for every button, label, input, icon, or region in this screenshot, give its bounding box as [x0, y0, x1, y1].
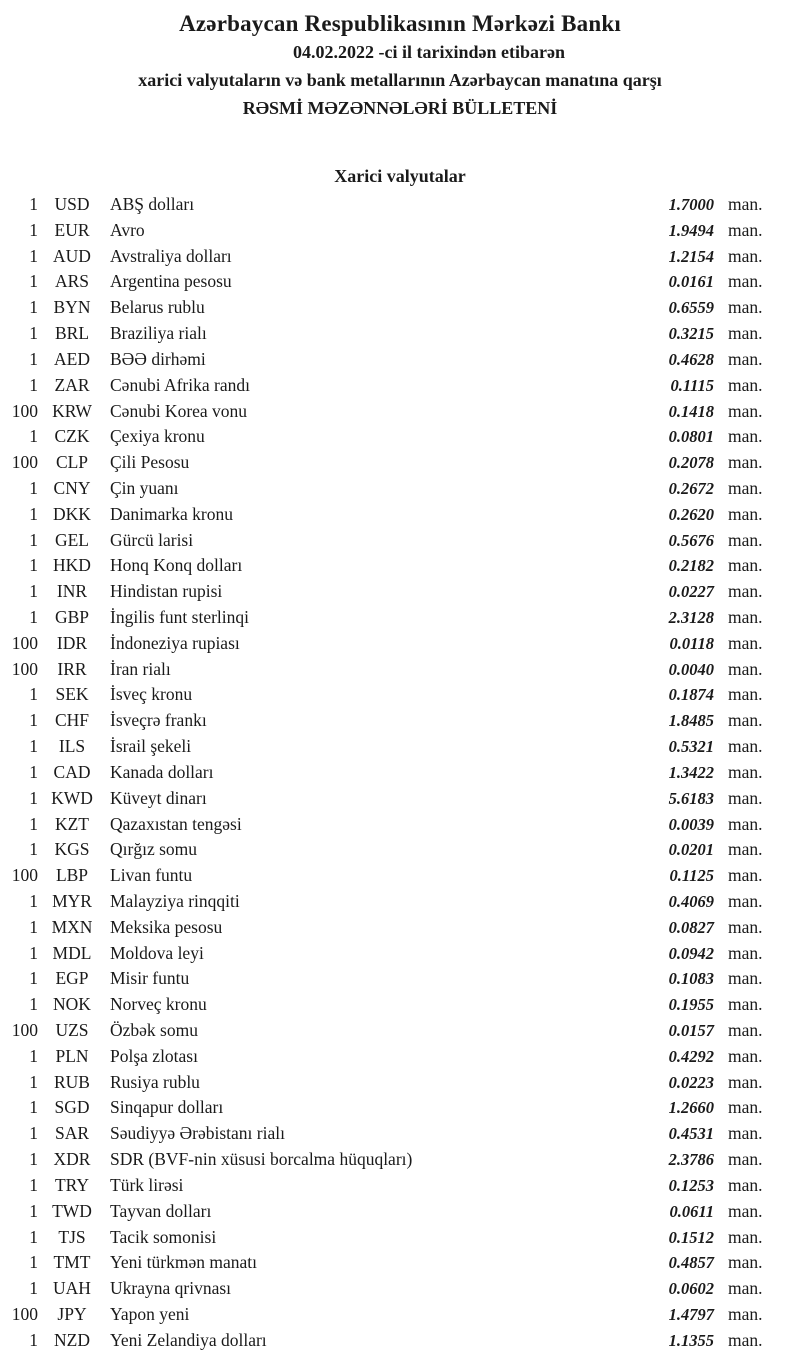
effective-date-line: 04.02.2022 -ci il tarixindən etibarən — [293, 42, 565, 62]
currency-name: Danimarka kronu — [110, 503, 233, 524]
rate-value: 0.4292 — [668, 1046, 714, 1066]
currency-code: KWD — [51, 787, 93, 808]
quantity-cell: 1 — [29, 477, 38, 498]
unit-label: man. — [728, 477, 763, 498]
unit-label: man. — [728, 1200, 763, 1221]
table-row — [0, 1225, 800, 1251]
rate-value: 0.0227 — [668, 582, 714, 602]
quantity-cell: 1 — [29, 813, 38, 834]
quantity-cell: 1 — [29, 581, 38, 602]
table-row — [0, 889, 800, 915]
currency-code: NOK — [53, 994, 91, 1015]
quantity-cell: 1 — [29, 607, 38, 627]
currency-code: KZT — [54, 813, 90, 834]
rate-value: 1.3422 — [668, 762, 714, 782]
unit-label: man. — [728, 1329, 763, 1350]
rate-value: 0.0201 — [668, 840, 714, 860]
unit-label: man. — [728, 916, 763, 937]
rate-value: 0.2078 — [668, 453, 714, 473]
unit-label: man. — [728, 942, 763, 963]
table-row — [0, 269, 800, 295]
rate-value: 1.7000 — [668, 195, 714, 214]
currency-name: İngilis funt sterlinqi — [110, 607, 250, 627]
rate-value: 1.2154 — [668, 246, 714, 266]
currency-code: AUD — [53, 245, 91, 266]
unit-label: man. — [728, 529, 763, 550]
rate-value: 0.1125 — [669, 866, 714, 886]
currency-code: IRR — [57, 658, 87, 679]
unit-label: man. — [728, 245, 763, 266]
rate-value: 0.5676 — [668, 530, 714, 550]
currency-name: Yeni Zelandiya dolları — [110, 1329, 267, 1350]
rate-value: 2.3786 — [668, 1150, 714, 1170]
currency-code: TRY — [54, 1174, 90, 1195]
table-row — [0, 941, 800, 967]
quantity-cell: 1 — [29, 710, 38, 731]
currency-name: Ukrayna qrivnası — [110, 1278, 232, 1299]
currency-name: Avstraliya dolları — [110, 245, 232, 266]
currency-name: Çili Pesosu — [110, 452, 190, 473]
unit-label: man. — [728, 787, 763, 808]
unit-label: man. — [728, 452, 763, 473]
quantity-cell: 1 — [29, 426, 38, 447]
currency-code: TMT — [53, 1252, 91, 1273]
unit-label: man. — [728, 271, 763, 292]
unit-label: man. — [728, 813, 763, 834]
quantity-cell: 100 — [11, 632, 38, 653]
table-row — [0, 786, 800, 812]
table-row — [0, 657, 800, 683]
rate-value: 1.8485 — [668, 711, 714, 731]
quantity-cell: 100 — [11, 865, 38, 886]
unit-label: man. — [728, 890, 763, 911]
rate-value: 0.0161 — [668, 272, 714, 292]
currency-rates-table — [0, 192, 800, 1354]
table-row — [0, 760, 800, 786]
currency-code: EUR — [54, 219, 90, 240]
rate-value: 0.3215 — [668, 324, 714, 344]
quantity-cell: 1 — [29, 1329, 38, 1350]
rate-value: 0.1955 — [668, 995, 714, 1015]
quantity-cell: 1 — [29, 736, 38, 757]
rate-value: 1.1355 — [668, 1330, 714, 1350]
currency-name: Çexiya kronu — [110, 426, 205, 447]
currency-name: Livan funtu — [110, 865, 193, 886]
quantity-cell: 1 — [29, 761, 38, 782]
quantity-cell: 1 — [29, 297, 38, 318]
currency-code: GBP — [54, 607, 90, 627]
table-row — [0, 321, 800, 347]
unit-label: man. — [728, 658, 763, 679]
currency-code: INR — [56, 581, 88, 602]
rate-value: 0.0118 — [669, 633, 714, 653]
currency-code: RUB — [54, 1071, 90, 1092]
currency-name: İndoneziya rupiası — [110, 632, 240, 653]
currency-name: Türk lirəsi — [110, 1174, 184, 1195]
table-row — [0, 1044, 800, 1070]
currency-name: Küveyt dinarı — [110, 787, 207, 808]
currency-code: IDR — [56, 632, 88, 653]
currency-name: Norveç kronu — [110, 994, 207, 1015]
table-row — [0, 192, 800, 218]
rate-value: 0.0602 — [668, 1279, 714, 1299]
rate-value: 0.0040 — [668, 659, 714, 679]
table-row — [0, 1070, 800, 1096]
currency-name: Tacik somonisi — [110, 1226, 217, 1247]
quantity-cell: 1 — [29, 1071, 38, 1092]
currency-name: Rusiya rublu — [110, 1071, 200, 1092]
quantity-cell: 1 — [29, 1278, 38, 1299]
unit-label: man. — [728, 1071, 763, 1092]
rate-value: 0.0801 — [668, 427, 714, 447]
quantity-cell: 1 — [29, 968, 38, 989]
subject-line: xarici valyutaların və bank metallarının Azərbaycan manatına qarşı — [138, 70, 662, 90]
unit-label: man. — [728, 736, 763, 757]
table-row — [0, 373, 800, 399]
table-row — [0, 424, 800, 450]
currency-code: TJS — [58, 1226, 86, 1247]
quantity-cell: 1 — [29, 1123, 38, 1144]
table-row — [0, 605, 800, 631]
table-row — [0, 966, 800, 992]
unit-label: man. — [728, 297, 763, 318]
table-row — [0, 631, 800, 657]
quantity-cell: 1 — [29, 787, 38, 808]
table-row — [0, 502, 800, 528]
quantity-cell: 1 — [29, 994, 38, 1015]
unit-label: man. — [728, 684, 763, 705]
currency-name: İran rialı — [110, 658, 171, 679]
quantity-cell: 100 — [11, 452, 38, 473]
currency-name: Sinqapur dolları — [110, 1097, 224, 1118]
currency-code: GEL — [54, 529, 90, 550]
currency-code: LBP — [55, 865, 89, 886]
currency-name: ABŞ dolları — [110, 194, 195, 214]
table-row — [0, 1199, 800, 1225]
table-row — [0, 1147, 800, 1173]
rate-value: 0.4628 — [668, 349, 714, 369]
currency-name: Argentina pesosu — [110, 271, 232, 292]
currency-name: Cənubi Afrika randı — [110, 374, 250, 395]
currency-name: Moldova leyi — [110, 942, 204, 963]
unit-label: man. — [728, 194, 763, 214]
quantity-cell: 1 — [29, 1097, 38, 1118]
quantity-cell: 100 — [11, 1303, 38, 1324]
quantity-cell: 1 — [29, 323, 38, 344]
currency-code: BYN — [53, 297, 91, 318]
section-title: Xarici valyutalar — [334, 166, 466, 186]
currency-name: Özbək somu — [110, 1020, 198, 1040]
rate-value: 0.0611 — [669, 1201, 714, 1221]
unit-label: man. — [728, 865, 763, 886]
quantity-cell: 1 — [29, 890, 38, 911]
quantity-cell: 1 — [29, 245, 38, 266]
unit-label: man. — [728, 1252, 763, 1273]
quantity-cell: 1 — [29, 1226, 38, 1247]
currency-name: Cənubi Korea vonu — [110, 400, 248, 421]
unit-label: man. — [728, 1278, 763, 1299]
currency-code: ZAR — [54, 374, 90, 395]
rate-value: 0.1874 — [668, 685, 714, 705]
table-row — [0, 528, 800, 554]
rate-value: 0.1512 — [668, 1227, 714, 1247]
rate-value: 1.4797 — [668, 1304, 714, 1324]
unit-label: man. — [728, 1174, 763, 1195]
currency-code: UAH — [53, 1278, 91, 1299]
currency-code: SAR — [54, 1123, 90, 1144]
currency-code: MYR — [52, 890, 92, 911]
rate-value: 0.6559 — [668, 298, 714, 318]
currency-code: SEK — [55, 684, 89, 705]
bulletin-title: RƏSMİ MƏZƏNNƏLƏRİ BÜLLETENİ — [242, 98, 558, 118]
currency-code: CAD — [53, 761, 91, 782]
table-row — [0, 450, 800, 476]
unit-label: man. — [728, 839, 763, 860]
currency-code: ARS — [54, 271, 90, 292]
unit-label: man. — [728, 1226, 763, 1247]
quantity-cell: 100 — [11, 658, 38, 679]
currency-name: Qazaxıstan tengəsi — [110, 813, 242, 834]
quantity-cell: 1 — [29, 916, 38, 937]
currency-code: ILS — [58, 736, 86, 757]
rate-value: 0.2672 — [668, 478, 714, 498]
table-row — [0, 295, 800, 321]
rate-value: 0.4857 — [668, 1253, 714, 1273]
rate-value: 0.0223 — [668, 1072, 714, 1092]
currency-code: JPY — [57, 1303, 87, 1324]
currency-code: KRW — [52, 400, 92, 421]
rate-value: 1.9494 — [668, 220, 714, 240]
table-row — [0, 915, 800, 941]
rate-value: 0.1115 — [670, 375, 714, 395]
table-row — [0, 1328, 800, 1354]
quantity-cell: 1 — [29, 942, 38, 963]
rate-value: 0.4531 — [668, 1124, 714, 1144]
currency-name: Belarus rublu — [110, 297, 205, 318]
currency-name: Braziliya rialı — [110, 323, 207, 344]
currency-code: CZK — [54, 426, 90, 447]
currency-code: DKK — [53, 503, 91, 524]
quantity-cell: 1 — [29, 374, 38, 395]
bulletin-header — [0, 9, 800, 122]
table-row — [0, 244, 800, 270]
rate-value: 1.2660 — [668, 1098, 714, 1118]
unit-label: man. — [728, 426, 763, 447]
table-row — [0, 863, 800, 889]
table-row — [0, 347, 800, 373]
bank-title: Azərbaycan Respublikasının Mərkəzi Bankı — [179, 11, 621, 36]
table-row — [0, 579, 800, 605]
currency-code: HKD — [53, 555, 91, 576]
unit-label: man. — [728, 1149, 763, 1170]
unit-label: man. — [728, 710, 763, 731]
table-row — [0, 992, 800, 1018]
table-row — [0, 399, 800, 425]
table-row — [0, 1302, 800, 1328]
quantity-cell: 1 — [29, 348, 38, 369]
rate-value: 0.2182 — [668, 556, 714, 576]
unit-label: man. — [728, 1303, 763, 1324]
quantity-cell: 1 — [29, 1045, 38, 1066]
quantity-cell: 1 — [29, 271, 38, 292]
currency-name: Çin yuanı — [110, 477, 179, 498]
unit-label: man. — [728, 761, 763, 782]
unit-label: man. — [728, 1097, 763, 1118]
currency-code: BRL — [54, 323, 90, 344]
quantity-cell: 100 — [11, 1020, 38, 1040]
unit-label: man. — [728, 968, 763, 989]
currency-code: MXN — [51, 916, 93, 937]
currency-code: USD — [54, 194, 90, 214]
rate-value: 0.5321 — [668, 737, 714, 757]
currency-name: Misir funtu — [110, 968, 190, 989]
currency-code: CNY — [53, 477, 91, 498]
rate-value: 0.0039 — [668, 814, 714, 834]
unit-label: man. — [728, 581, 763, 602]
rate-value: 0.4069 — [668, 891, 714, 911]
currency-name: Hindistan rupisi — [110, 581, 223, 602]
currency-code: TWD — [52, 1200, 92, 1221]
currency-name: Honq Konq dolları — [110, 555, 243, 576]
rate-value: 0.1418 — [668, 401, 714, 421]
currency-code: NZD — [54, 1329, 90, 1350]
unit-label: man. — [728, 323, 763, 344]
currency-code: MDL — [52, 942, 92, 963]
currency-name: SDR (BVF-nin xüsusi borcalma hüquqları) — [110, 1149, 413, 1170]
currency-code: AED — [54, 348, 90, 369]
table-row — [0, 1250, 800, 1276]
quantity-cell: 1 — [29, 1252, 38, 1273]
unit-label: man. — [728, 1045, 763, 1066]
currency-name: Meksika pesosu — [110, 916, 223, 937]
currency-name: Gürcü larisi — [110, 529, 194, 550]
currency-name: Tayvan dolları — [110, 1200, 212, 1221]
currency-code: EGP — [55, 968, 89, 989]
rate-value: 2.3128 — [668, 608, 714, 627]
unit-label: man. — [728, 607, 763, 627]
rate-value: 0.2620 — [668, 504, 714, 524]
unit-label: man. — [728, 555, 763, 576]
quantity-cell: 1 — [29, 1200, 38, 1221]
table-row — [0, 837, 800, 863]
quantity-cell: 100 — [11, 400, 38, 421]
unit-label: man. — [728, 400, 763, 421]
currency-name: Qırğız somu — [110, 839, 198, 860]
rate-value: 0.1083 — [668, 969, 714, 989]
currency-code: XDR — [53, 1149, 91, 1170]
table-row — [0, 218, 800, 244]
unit-label: man. — [728, 374, 763, 395]
currency-name: Kanada dolları — [110, 761, 214, 782]
table-row — [0, 553, 800, 579]
rate-value: 5.6183 — [668, 788, 714, 808]
unit-label: man. — [728, 219, 763, 240]
quantity-cell: 1 — [29, 684, 38, 705]
currency-name: Yeni türkmən manatı — [110, 1252, 257, 1273]
unit-label: man. — [728, 1020, 763, 1040]
currency-code: UZS — [55, 1020, 89, 1040]
table-row — [0, 682, 800, 708]
quantity-cell: 1 — [29, 219, 38, 240]
currency-name: Avro — [110, 219, 145, 240]
unit-label: man. — [728, 348, 763, 369]
currency-name: Yapon yeni — [110, 1303, 190, 1324]
table-row — [0, 812, 800, 838]
currency-code: CLP — [55, 452, 89, 473]
currency-name: Malayziya rinqqiti — [110, 890, 240, 911]
unit-label: man. — [728, 503, 763, 524]
currency-name: İsveç kronu — [110, 684, 193, 705]
currency-code: KGS — [54, 839, 90, 860]
currency-code: CHF — [54, 710, 90, 731]
quantity-cell: 1 — [29, 503, 38, 524]
unit-label: man. — [728, 994, 763, 1015]
table-row — [0, 1018, 800, 1044]
currency-code: PLN — [55, 1045, 89, 1066]
currency-name: BƏƏ dirhəmi — [110, 348, 206, 369]
quantity-cell: 1 — [29, 194, 38, 214]
unit-label: man. — [728, 632, 763, 653]
rate-value: 0.1253 — [668, 1175, 714, 1195]
table-row — [0, 1173, 800, 1199]
table-row — [0, 476, 800, 502]
quantity-cell: 1 — [29, 555, 38, 576]
quantity-cell: 1 — [29, 1149, 38, 1170]
quantity-cell: 1 — [29, 839, 38, 860]
unit-label: man. — [728, 1123, 763, 1144]
table-row — [0, 1121, 800, 1147]
quantity-cell: 1 — [29, 529, 38, 550]
rate-value: 0.0157 — [668, 1021, 714, 1040]
currency-name: Polşa zlotası — [110, 1045, 198, 1066]
quantity-cell: 1 — [29, 1174, 38, 1195]
currency-name: İsrail şekeli — [110, 736, 192, 757]
rate-value: 0.0942 — [668, 943, 714, 963]
table-row — [0, 1276, 800, 1302]
table-row — [0, 708, 800, 734]
table-row — [0, 734, 800, 760]
currency-name: İsveçrə frankı — [110, 710, 207, 731]
rate-value: 0.0827 — [668, 917, 714, 937]
currency-code: SGD — [54, 1097, 90, 1118]
currency-name: Səudiyyə Ərəbistanı rialı — [110, 1123, 285, 1144]
table-row — [0, 1095, 800, 1121]
